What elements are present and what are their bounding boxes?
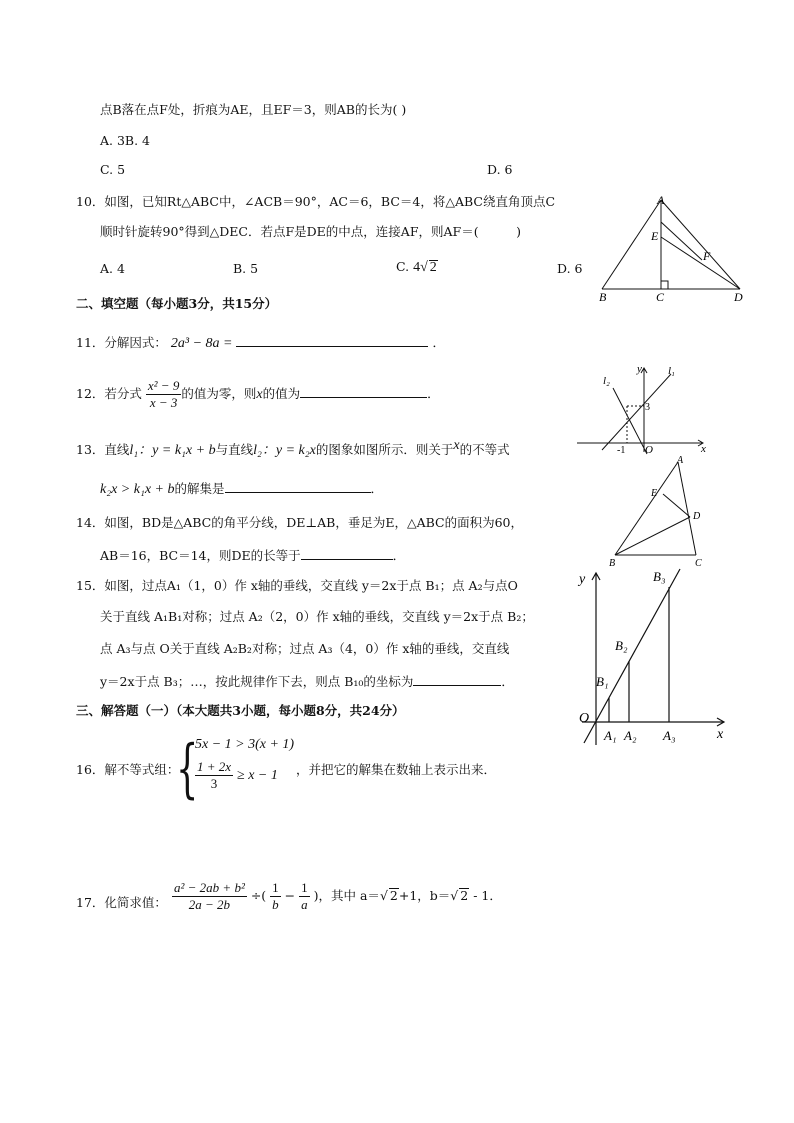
q10-option-a: A. 4 (100, 261, 125, 276)
q10-fig-label-b: B (599, 290, 607, 304)
q11: 11．分解因式： 2a³ − 8a = ． (76, 332, 445, 353)
q17-expression: $\frac{\text{a² − 2ab + b²}}{2a - 2b}$ ÷( $\frac{1}{b}$ − $\frac{1}{a}$ )，其中 a＝√ 2+1，b＝√ 2 - 1． (174, 880, 502, 912)
q10-option-d: D. 6 (557, 261, 583, 276)
q12: 12．若分式 $\frac{\text{x² − 9}}{x - 3}$ 的值为零，则x的值为 ． (76, 378, 440, 410)
q17-prefix: 17．化简求值： (76, 895, 167, 910)
q14-fig-label-a: A (677, 455, 684, 466)
q16-prefix: 16．解不等式组： (76, 762, 180, 777)
q10-fig-label-c: C (656, 290, 665, 304)
q14-line1: 14．如图，BD是△ABC的角平分线，DE⊥AB，垂足为E，△ABC的面积为60， (76, 515, 524, 530)
q10-option-b: B. 5 (233, 261, 259, 276)
q13-fig-label-minus1: -1 (617, 445, 626, 456)
q15-line2: 关于直线 A₁B₁对称；过点 A₂（2，0）作 x轴的垂线，交直线 y＝2x于点 B₂； (100, 609, 534, 624)
q13-fig-label-x: x (701, 443, 706, 455)
q13-line1: 13．直线l₁：y = k₁x + b与直线l₂：y = k₂x的图象如图所示．则关于x的不等式 (76, 438, 510, 458)
section-2-heading: 二、填空题（每小题3分，共15分） (76, 296, 278, 311)
q15-fig-label-b2: B₂ (615, 638, 628, 653)
q16-instruction: ，并把它的解集在数轴上表示出来． (296, 762, 497, 777)
q9-option-d: D. 6 (487, 162, 513, 177)
q13-fig-label-l1: l₁ (668, 365, 675, 377)
q15-fig-label-a3: A₃ (663, 728, 676, 743)
q10-fig-label-e: E (651, 229, 659, 243)
q12-answer-blank[interactable] (300, 383, 427, 398)
q10-fig-label-f: F (703, 249, 711, 263)
q14-fig-label-b: B (609, 558, 616, 569)
q15-figure (574, 565, 734, 750)
q13-figure (575, 362, 715, 457)
q10-fig-label-a: A (657, 193, 665, 207)
q15-fig-label-x: x (717, 727, 724, 742)
q10-line2: 顺时针旋转90°得到△DEC．若点F是DE的中点，连接AF，则AF＝( ) (100, 224, 521, 239)
q13-fig-label-o: O (645, 444, 653, 456)
section-3-heading: 三、解答题（一）（本大题共3小题，每小题8分，共24分） (76, 703, 405, 718)
q13-fig-label-y: y (637, 363, 642, 375)
q9-continuation: 点B落在点F处，折痕为AE，且EF＝3，则AB的长为( ) (100, 102, 407, 117)
q14-fig-label-d: D (693, 511, 701, 522)
q16-brace: { (176, 732, 199, 806)
q9-option-ab: A. 3B. 4 (100, 133, 151, 148)
q12-fraction: $\frac{\text{x² − 9}}{x - 3}$ (147, 378, 180, 410)
q15-line4: y＝2x于点 B₃；…，按此规律作下去，则点 B₁₀的坐标为 ． (100, 671, 514, 691)
q13-line2: k₂x > k₁x + b的解集是 ． (100, 478, 383, 499)
q10-line1: 10．如图，已知Rt△ABC中，∠ACB＝90°，AC＝6，BC＝4，将△ABC绕直角顶点C (76, 194, 556, 209)
q15-fig-label-b1: B₁ (596, 674, 609, 689)
q14-figure (605, 454, 715, 569)
q14-line2: AB＝16，BC＝14，则DE的长等于 ． (100, 545, 405, 565)
q10-figure (590, 192, 760, 304)
q15-line1: 15．如图，过点A₁（1，0）作 x轴的垂线，交直线 y＝2x于点 B₁；点 A₂与点O (76, 578, 518, 593)
q14-fig-label-e: E (651, 488, 658, 499)
q15-fig-label-a1: A₁ (604, 728, 617, 743)
q15-fig-label-b3: B₃ (653, 569, 666, 584)
q15-fig-label-o: O (579, 711, 590, 726)
q15-line3: 点 A₃与点 O关于直线 A₂B₂对称；过点 A₃（4，0）作 x轴的垂线，交直线 (100, 641, 510, 656)
q11-answer-blank[interactable] (236, 332, 428, 347)
q15-fig-label-a2: A₂ (624, 728, 637, 743)
q16-inequality-2: $\frac{1 + 2x}{3}$ ≥ x − 1 (197, 759, 278, 791)
q10-fig-label-d: D (734, 290, 743, 304)
q16-inequality-1: 5x − 1 > 3(x + 1) (195, 737, 295, 752)
q14-fig-label-c: C (695, 558, 702, 569)
q15-answer-blank[interactable] (413, 671, 501, 686)
q15-fig-label-y: y (579, 572, 586, 587)
q9-option-c: C. 5 (100, 162, 126, 177)
q13-answer-blank[interactable] (225, 478, 371, 493)
q13-fig-label-l2: l₂ (603, 375, 610, 387)
q10-option-c: C. 4√ 2 (396, 259, 437, 275)
q14-answer-blank[interactable] (301, 545, 393, 560)
q13-fig-label-3: 3 (645, 402, 650, 413)
